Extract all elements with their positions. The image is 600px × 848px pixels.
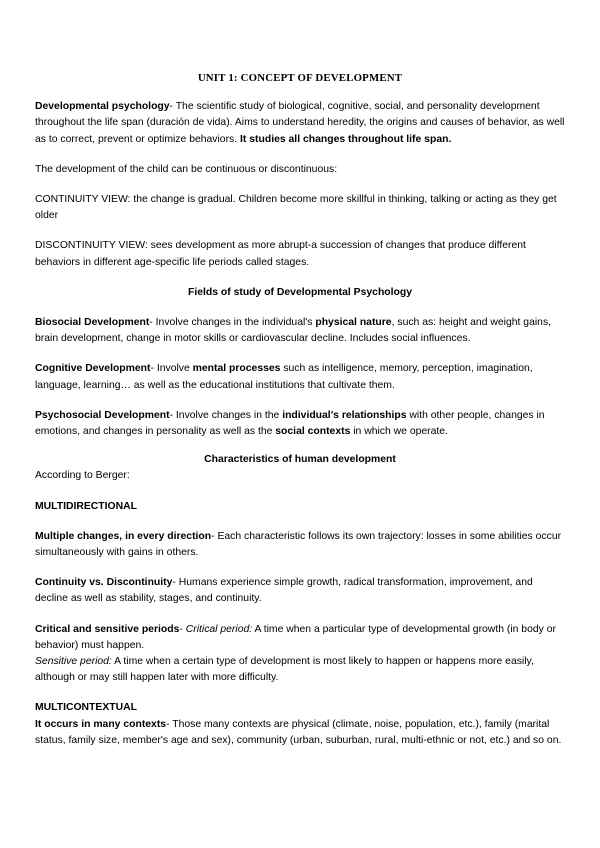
multicontextual-heading — [35, 700, 565, 716]
psychosocial-term: Psychosocial Development — [35, 409, 170, 421]
continuity-discontinuity-text: - Humans experience simple growth, radical transformation, improvement, and decline as well as stability, stages, and continuity. — [35, 577, 533, 605]
biosocial-paragraph — [35, 315, 565, 347]
cognitive-term: Cognitive Development — [35, 363, 151, 375]
multicontextual-term: It occurs in many contexts — [35, 718, 167, 730]
multiple-changes-term: Multiple changes, in every direction — [35, 530, 212, 542]
cognitive-text-1: - Involve — [150, 363, 193, 375]
cognitive-text-2: such as intelligence, memory, perception, imagination, language, learning… as well as the educational institutions that cultivate them. — [35, 363, 533, 391]
page-title: UNIT 1: CONCEPT OF DEVELOPMENT — [197, 72, 403, 84]
according-line: According to Berger: — [35, 470, 130, 482]
multiple-changes-paragraph — [35, 529, 565, 561]
definition-emphasis: It studies all changes throughout life span. — [237, 133, 452, 145]
sensitive-period-text: A time when a certain type of development is most likely to happen or happens more easily, although or may still happen later with more difficulty. — [35, 656, 534, 684]
continuity-intro: The development of the child can be continuous or discontinuous: — [35, 163, 338, 175]
psychosocial-text-1: - Involve changes in the — [169, 409, 283, 421]
sensitive-period-label: Sensitive period: — [35, 656, 112, 668]
continuity-discontinuity-term: Continuity vs. Discontinuity — [35, 577, 173, 589]
multidirectional-heading-text: MULTIDIRECTIONAL — [35, 500, 137, 512]
psychosocial-bold-1: individual's relationships — [282, 409, 407, 421]
definition-text: - The scientific study of biological, cognitive, social, and personality development throughout the life span (duración de vida). Aims to understand heredity, the origins and causes of behavior, as well as to correct, prevent or optimize behaviors. — [35, 101, 565, 145]
multiple-changes-text: - Each characteristic follows its own trajectory: losses in some abilities occur simultaneously with gains in others. — [35, 530, 562, 559]
critical-period-text: A time when a particular type of developmental growth (in body or behavior) must happen. — [35, 623, 556, 651]
psychosocial-text-3: in which we operate. — [350, 426, 448, 438]
characteristics-heading: Characteristics of human development — [204, 454, 396, 466]
cognitive-paragraph — [35, 361, 565, 393]
multidirectional-heading — [35, 499, 565, 515]
multicontextual-paragraph — [35, 717, 565, 749]
sensitive-period-paragraph — [35, 654, 565, 686]
fields-heading: Fields of study of Developmental Psychology — [187, 286, 413, 298]
continuity-discontinuity-paragraph — [35, 575, 565, 607]
multicontextual-text: - Those many contexts are physical (climate, noise, population, etc.), family (marital status, family size, member's age and sex), community (urban, suburban, rural, multi-ethnic or not, etc.) and so on. — [35, 718, 562, 746]
definition-term: Developmental psychology — [35, 101, 170, 113]
biosocial-text-1: - Involve changes in the individual's — [149, 317, 316, 329]
definition-paragraph — [35, 99, 565, 148]
psychosocial-bold-2: social contexts — [275, 426, 351, 438]
critical-sensitive-paragraph — [35, 622, 565, 654]
biosocial-text-2: , such as: height and weight gains, brain development, change in motor skills or cardiovascular decline. Includes social influences. — [35, 317, 552, 345]
multicontextual-heading-text: MULTICONTEXTUAL — [35, 702, 137, 714]
biosocial-bold-1: physical nature — [315, 317, 392, 329]
psychosocial-paragraph — [35, 408, 565, 440]
cognitive-bold-1: mental processes — [192, 363, 281, 375]
document-page — [35, 70, 565, 749]
continuity-view: CONTINUITY VIEW: the change is gradual. Children become more skillful in thinking, talking or acting as they get older — [35, 194, 557, 222]
critical-sep: - — [179, 623, 186, 635]
critical-sensitive-term: Critical and sensitive periods — [35, 623, 180, 635]
psychosocial-text-2: with other people, changes in emotions, and changes in personality as well as the — [35, 409, 545, 438]
discontinuity-view: DISCONTINUITY VIEW: sees development as more abrupt-a succession of changes that produce different behaviors in different age-specific life periods called stages. — [35, 240, 526, 268]
biosocial-term: Biosocial Development — [35, 317, 150, 329]
critical-period-label: Critical period: — [185, 623, 253, 635]
